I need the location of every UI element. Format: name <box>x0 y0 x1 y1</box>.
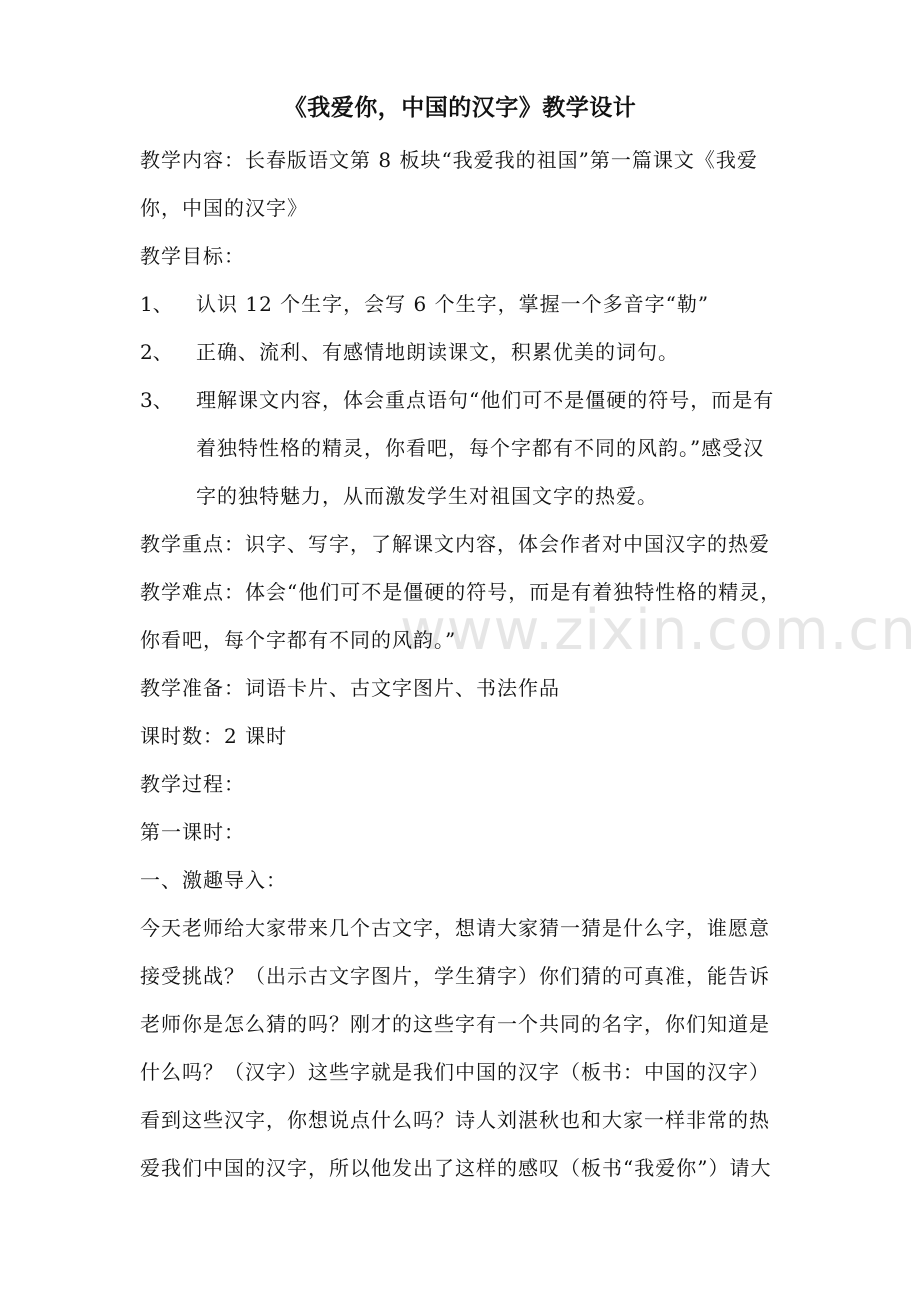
lesson-one-heading: 第一课时： <box>140 820 245 844</box>
paragraph-line: 什么吗？（汉字）这些字就是我们中国的汉字（板书：中国的汉字） <box>140 1060 770 1084</box>
difficulty-line-1: 教学难点：体会“他们可不是僵硬的符号，而是有着独特性格的精灵， <box>140 580 782 604</box>
goal-1-text: 认识 12 个生字，会写 6 个生字，掌握一个多音字“勒” <box>196 292 710 316</box>
paragraph-line: 爱我们中国的汉字，所以他发出了这样的感叹（板书“我爱你”）请大 <box>140 1156 772 1180</box>
goal-3-text-line-2: 着独特性格的精灵，你看吧，每个字都有不同的风韵。”感受汉 <box>196 436 765 460</box>
section-one-heading: 一、激趣导入： <box>140 868 287 892</box>
teaching-content-line-2: 你，中国的汉字》 <box>140 196 308 220</box>
document-title: 《我爱你，中国的汉字》教学设计 <box>283 94 637 121</box>
goal-2-number: 2、 <box>140 340 173 364</box>
key-points: 教学重点：识字、写字，了解课文内容，体会作者对中国汉字的热爱 <box>140 532 770 556</box>
teaching-process-label: 教学过程： <box>140 772 245 796</box>
goal-2-text: 正确、流利、有感情地朗读课文，积累优美的词句。 <box>196 340 679 364</box>
teaching-goals-label: 教学目标： <box>140 244 245 268</box>
goal-3-text-line-3: 字的独特魅力，从而激发学生对祖国文字的热爱。 <box>196 484 658 508</box>
goal-1-number: 1、 <box>140 292 173 316</box>
teaching-preparation: 教学准备：词语卡片、古文字图片、书法作品 <box>140 676 560 700</box>
goal-3-number: 3、 <box>140 388 173 412</box>
watermark: www.zixin.com.cn <box>400 598 917 663</box>
paragraph-line: 接受挑战？（出示古文字图片，学生猜字）你们猜的可真准，能告诉 <box>140 964 770 988</box>
paragraph-line: 今天老师给大家带来几个古文字，想请大家猜一猜是什么字，谁愿意 <box>140 916 770 940</box>
teaching-content-line-1: 教学内容：长春版语文第 8 板块“我爱我的祖国”第一篇课文《我爱 <box>140 148 758 172</box>
difficulty-line-2: 你看吧，每个字都有不同的风韵。” <box>140 628 457 652</box>
goal-3-text-line-1: 理解课文内容，体会重点语句“他们可不是僵硬的符号，而是有 <box>196 388 775 412</box>
paragraph-line: 看到这些汉字，你想说点什么吗？诗人刘湛秋也和大家一样非常的热 <box>140 1108 770 1132</box>
paragraph-line: 老师你是怎么猜的吗？刚才的这些字有一个共同的名字，你们知道是 <box>140 1012 770 1036</box>
class-hours: 课时数：2 课时 <box>140 724 288 748</box>
